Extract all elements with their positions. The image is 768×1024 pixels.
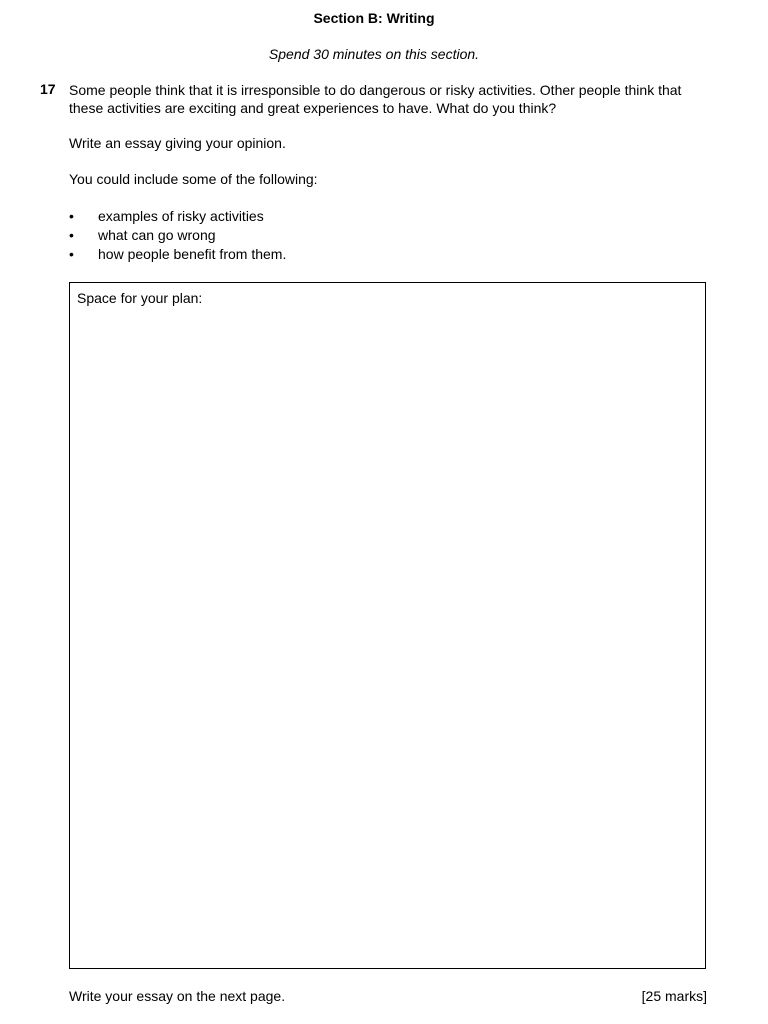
marks-label: [25 marks] [641, 988, 707, 1004]
essay-prompt: Write an essay giving your opinion. [69, 135, 286, 151]
plan-box-label: Space for your plan: [77, 290, 203, 306]
question-text: Some people think that it is irresponsible to do dangerous or risky activities. Other people think that these activities are exciting and great experiences to have. What do you think? [69, 82, 682, 116]
list-item [69, 226, 286, 245]
suggestion-list [69, 207, 286, 264]
section-title: Section B: Writing [313, 10, 435, 26]
bullet-icon: • [69, 227, 74, 243]
list-item-text: how people benefit from them. [98, 246, 287, 262]
section-instruction: Spend 30 minutes on this section. [268, 46, 480, 62]
list-item-text: what can go wrong [98, 227, 216, 243]
question-number: 17 [40, 81, 56, 97]
list-item-text: examples of risky activities [98, 208, 264, 224]
list-item [69, 207, 286, 226]
bullet-icon: • [69, 246, 74, 262]
plan-box[interactable] [69, 282, 706, 969]
include-intro: You could include some of the following: [69, 171, 318, 187]
bullet-icon: • [69, 208, 74, 224]
footer-note: Write your essay on the next page. [69, 988, 286, 1004]
list-item [69, 245, 286, 264]
